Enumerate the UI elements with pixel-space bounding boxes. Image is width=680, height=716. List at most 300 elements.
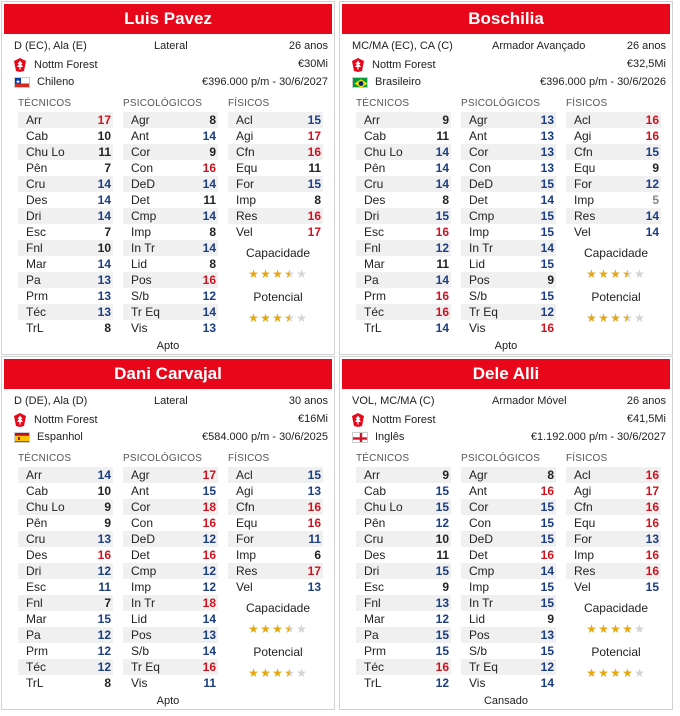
club-row <box>352 413 666 429</box>
technical-title: TÉCNICOS <box>356 98 410 109</box>
star-icon: ★ <box>622 666 633 680</box>
attribute-value: 18 <box>202 500 216 514</box>
attribute-value: 15 <box>540 500 554 514</box>
star-icon: ★ <box>296 622 307 636</box>
star-icon: ★ <box>296 267 307 281</box>
attribute-value: 11 <box>308 161 321 175</box>
attribute-value: 14 <box>202 129 216 143</box>
club[interactable] <box>14 58 98 72</box>
attribute-value: 8 <box>209 113 216 127</box>
technical-attributes <box>356 112 451 336</box>
attribute-row <box>356 224 451 240</box>
attribute-value: 15 <box>540 225 554 239</box>
attribute-name: Esc <box>26 580 47 594</box>
attribute-name: For <box>236 177 254 191</box>
attribute-row <box>461 160 556 176</box>
star-icon: ★ <box>634 311 645 325</box>
attribute-row <box>123 563 218 579</box>
attribute-name: Des <box>26 548 48 562</box>
attribute-value: 15 <box>540 644 554 658</box>
attribute-name: Imp <box>469 580 490 594</box>
star-icon: ★ <box>622 622 633 636</box>
player-name-header[interactable]: Dele Alli <box>342 359 670 389</box>
mental-attributes <box>461 112 556 336</box>
attribute-name: Pên <box>26 161 48 175</box>
attribute-name: Agr <box>131 468 150 482</box>
attribute-value: 16 <box>435 225 449 239</box>
player-card <box>339 1 673 355</box>
attribute-row <box>356 531 451 547</box>
club-row <box>14 413 328 429</box>
attribute-row <box>18 563 113 579</box>
attribute-value: 13 <box>540 129 554 143</box>
attribute-row <box>356 499 451 515</box>
attribute-value: 16 <box>645 500 659 514</box>
attribute-name: Pa <box>364 273 379 287</box>
attribute-row <box>123 499 218 515</box>
attribute-name: Esc <box>26 225 47 239</box>
attribute-row <box>18 144 113 160</box>
attribute-row <box>228 128 323 144</box>
attribute-name: Res <box>574 209 596 223</box>
player-age: 26 anos <box>626 395 666 407</box>
contract-info: €396.000 p/m - 30/6/2026 <box>540 76 666 88</box>
attribute-row <box>461 627 556 643</box>
player-positions: D (EC), Ala (E) <box>14 40 87 52</box>
attribute-value: 7 <box>104 596 111 610</box>
attribute-row <box>18 547 113 563</box>
contract-info: €1.192.000 p/m - 30/6/2027 <box>530 431 666 443</box>
attribute-name: Chu Lo <box>364 500 403 514</box>
attribute-value: 15 <box>202 484 216 498</box>
attribute-row <box>18 112 113 128</box>
attribute-name: Cor <box>469 500 489 514</box>
club-name[interactable]: Nottm Forest <box>34 414 98 426</box>
star-icon: ★ <box>634 622 645 636</box>
star-icon: ★ <box>272 622 283 636</box>
attribute-value: 16 <box>645 564 659 578</box>
attribute-row <box>228 515 323 531</box>
attribute-row <box>566 531 661 547</box>
attribute-row <box>228 176 323 192</box>
attribute-name: Res <box>236 564 258 578</box>
star-icon: ★ <box>634 267 645 281</box>
attribute-value: 15 <box>540 209 554 223</box>
star-icon: ★ <box>296 311 307 325</box>
attribute-value: 16 <box>435 289 449 303</box>
attribute-name: Pên <box>364 516 386 530</box>
attribute-name: Con <box>131 516 154 530</box>
attribute-name: Equ <box>574 161 596 175</box>
attribute-row <box>356 547 451 563</box>
attribute-row <box>356 627 451 643</box>
ability-stars <box>248 623 307 635</box>
attribute-name: Imp <box>469 225 490 239</box>
attribute-row <box>123 160 218 176</box>
attribute-name: Mar <box>364 257 385 271</box>
attribute-name: Fnl <box>364 596 381 610</box>
attribute-row <box>228 531 323 547</box>
attribute-name: Agi <box>236 484 254 498</box>
attribute-row <box>228 208 323 224</box>
technical-attributes <box>18 112 113 336</box>
attribute-name: S/b <box>131 644 150 658</box>
star-icon: ★ <box>260 267 271 281</box>
attribute-name: Des <box>364 548 386 562</box>
club-crest-icon <box>352 413 364 427</box>
potential-stars <box>586 667 645 679</box>
attribute-name: Imp <box>574 548 595 562</box>
club-name[interactable]: Nottm Forest <box>34 59 98 71</box>
club-row <box>14 58 328 74</box>
attribute-value: 15 <box>540 532 554 546</box>
attribute-row <box>18 579 113 595</box>
attribute-value: 16 <box>307 516 321 530</box>
attribute-row <box>461 192 556 208</box>
player-positions: D (DE), Ala (D) <box>14 395 88 407</box>
attribute-value: 17 <box>307 564 321 578</box>
attribute-value: 13 <box>540 161 554 175</box>
attribute-name: Pos <box>131 273 152 287</box>
attribute-name: Tr Eq <box>131 660 160 674</box>
potential-label: Potencial <box>253 645 303 659</box>
player-value: €41,5Mi <box>626 413 666 425</box>
attribute-name: Imp <box>131 580 152 594</box>
player-status: Apto <box>156 695 180 707</box>
attribute-row <box>566 192 661 208</box>
attribute-row <box>18 643 113 659</box>
attribute-row <box>356 144 451 160</box>
star-icon: ★ <box>272 311 283 325</box>
attribute-name: Cor <box>131 500 151 514</box>
attribute-name: Cor <box>469 145 489 159</box>
star-icon: ★ <box>296 666 307 680</box>
attribute-row <box>461 176 556 192</box>
attribute-name: For <box>574 177 592 191</box>
england-flag-icon <box>352 432 368 443</box>
star-icon: ★ <box>586 666 597 680</box>
attribute-row <box>356 643 451 659</box>
attribute-value: 17 <box>97 113 111 127</box>
attribute-name: Vis <box>131 321 148 335</box>
attribute-row <box>123 643 218 659</box>
potential-label: Potencial <box>253 290 303 304</box>
star-icon: ★ <box>284 311 295 325</box>
technical-title: TÉCNICOS <box>18 98 72 109</box>
star-icon: ★ <box>598 267 609 281</box>
attribute-name: Tr Eq <box>469 305 498 319</box>
attribute-row <box>461 611 556 627</box>
attribute-name: Des <box>26 193 48 207</box>
attribute-value: 13 <box>307 484 321 498</box>
attribute-row <box>18 483 113 499</box>
nationality <box>14 431 83 443</box>
nationality-row <box>352 431 666 447</box>
attribute-name: Ant <box>131 129 150 143</box>
player-status: Apto <box>156 340 180 352</box>
attribute-row <box>228 579 323 595</box>
club[interactable] <box>14 413 98 427</box>
attribute-row <box>123 208 218 224</box>
attribute-name: TrL <box>26 321 44 335</box>
attribute-name: Ant <box>131 484 150 498</box>
attribute-value: 9 <box>104 500 111 514</box>
attribute-name: DeD <box>469 532 494 546</box>
attribute-row <box>461 320 556 336</box>
attribute-row <box>356 192 451 208</box>
player-name-header[interactable]: Boschilia <box>342 4 670 34</box>
attribute-row <box>123 144 218 160</box>
attribute-value: 7 <box>104 161 111 175</box>
attribute-value: 9 <box>547 612 554 626</box>
attribute-value: 8 <box>209 225 216 239</box>
attribute-name: Vel <box>574 225 591 239</box>
attribute-row <box>356 483 451 499</box>
attribute-row <box>566 579 661 595</box>
attribute-name: TrL <box>26 676 44 690</box>
attribute-name: Ant <box>469 129 488 143</box>
attribute-row <box>228 192 323 208</box>
attribute-value: 15 <box>307 113 321 127</box>
attribute-row <box>123 595 218 611</box>
attribute-value: 16 <box>97 548 111 562</box>
attribute-row <box>356 240 451 256</box>
attribute-row <box>461 675 556 691</box>
attribute-value: 16 <box>202 516 216 530</box>
attribute-row <box>18 499 113 515</box>
attribute-value: 14 <box>540 241 554 255</box>
attribute-name: TrL <box>364 676 382 690</box>
attribute-name: Dri <box>364 564 380 578</box>
attribute-value: 10 <box>435 532 449 546</box>
attribute-value: 16 <box>202 273 216 287</box>
mental-title: PSICOLÓGICOS <box>461 98 541 109</box>
attribute-name: Arr <box>26 113 42 127</box>
attribute-row <box>18 675 113 691</box>
attribute-name: Lid <box>131 257 148 271</box>
attribute-row <box>123 675 218 691</box>
attribute-value: 16 <box>435 660 449 674</box>
attribute-value: 15 <box>645 580 659 594</box>
attribute-name: Dri <box>364 209 380 223</box>
player-name-header[interactable]: Dani Carvajal <box>4 359 332 389</box>
attribute-value: 14 <box>202 612 216 626</box>
attribute-row <box>123 659 218 675</box>
attribute-row <box>228 224 323 240</box>
attribute-row <box>566 208 661 224</box>
attribute-row <box>461 112 556 128</box>
club-name[interactable]: Nottm Forest <box>372 414 436 426</box>
attribute-value: 13 <box>540 145 554 159</box>
attribute-row <box>356 208 451 224</box>
attribute-value: 11 <box>436 129 449 143</box>
attribute-row <box>18 515 113 531</box>
attribute-row <box>123 611 218 627</box>
attribute-name: Acl <box>236 468 253 482</box>
attribute-row <box>228 160 323 176</box>
contract-info: €396.000 p/m - 30/6/2027 <box>202 76 328 88</box>
attribute-name: Cru <box>364 177 384 191</box>
physical-attributes <box>228 467 323 595</box>
attribute-name: Imp <box>236 548 257 562</box>
attribute-row <box>356 467 451 483</box>
attribute-name: Agi <box>236 129 254 143</box>
nationality-row <box>352 76 666 92</box>
attribute-row <box>18 192 113 208</box>
attribute-value: 12 <box>97 628 111 642</box>
star-icon: ★ <box>622 267 633 281</box>
club-crest-icon <box>352 58 364 72</box>
attribute-value: 11 <box>98 580 111 594</box>
attribute-value: 14 <box>202 644 216 658</box>
ability-label: Capacidade <box>583 246 649 260</box>
attribute-value: 15 <box>435 628 449 642</box>
attribute-row <box>123 128 218 144</box>
attribute-row <box>566 112 661 128</box>
spain-flag-icon <box>14 432 30 443</box>
attribute-value: 15 <box>645 145 659 159</box>
attribute-name: Lid <box>469 612 486 626</box>
attribute-value: 12 <box>435 612 449 626</box>
attribute-row <box>461 224 556 240</box>
ability-label: Capacidade <box>245 246 311 260</box>
attribute-name: Res <box>574 564 596 578</box>
club[interactable] <box>352 58 436 72</box>
attribute-value: 12 <box>540 660 554 674</box>
attribute-name: Mar <box>26 257 47 271</box>
attribute-value: 11 <box>436 257 449 271</box>
attribute-value: 16 <box>540 321 554 335</box>
star-icon: ★ <box>260 666 271 680</box>
attribute-name: Mar <box>364 612 385 626</box>
player-role: Lateral <box>154 395 188 407</box>
player-age: 30 anos <box>288 395 328 407</box>
ability-stars <box>586 623 645 635</box>
attribute-name: Det <box>469 548 488 562</box>
attribute-name: Ant <box>469 484 488 498</box>
player-info-row <box>352 395 666 411</box>
attribute-row <box>461 515 556 531</box>
attribute-value: 16 <box>202 161 216 175</box>
attribute-row <box>228 467 323 483</box>
club[interactable] <box>352 413 436 427</box>
attribute-value: 14 <box>435 161 449 175</box>
attribute-name: TrL <box>364 321 382 335</box>
attribute-value: 10 <box>97 241 111 255</box>
club-name[interactable]: Nottm Forest <box>372 59 436 71</box>
attribute-name: Vis <box>469 676 486 690</box>
attribute-name: Lid <box>131 612 148 626</box>
attribute-value: 16 <box>645 468 659 482</box>
attribute-value: 15 <box>540 596 554 610</box>
attribute-value: 14 <box>435 177 449 191</box>
attribute-row <box>461 288 556 304</box>
attribute-row <box>461 144 556 160</box>
attribute-value: 14 <box>202 305 216 319</box>
attribute-name: Cmp <box>131 564 157 578</box>
attribute-value: 13 <box>97 289 111 303</box>
attribute-value: 12 <box>97 660 111 674</box>
attribute-name: Cor <box>131 145 151 159</box>
attribute-value: 17 <box>307 225 321 239</box>
attribute-name: Pa <box>26 628 41 642</box>
attribute-row <box>566 144 661 160</box>
attribute-value: 16 <box>307 145 321 159</box>
mental-title: PSICOLÓGICOS <box>123 453 203 464</box>
attribute-name: Agr <box>131 113 150 127</box>
ability-stars <box>248 268 307 280</box>
attribute-value: 14 <box>540 676 554 690</box>
attribute-name: In Tr <box>469 596 494 610</box>
attribute-row <box>356 176 451 192</box>
attribute-value: 12 <box>97 564 111 578</box>
player-name-header[interactable]: Luis Pavez <box>4 4 332 34</box>
attribute-value: 16 <box>645 129 659 143</box>
star-icon: ★ <box>248 311 259 325</box>
attribute-name: Vel <box>236 225 253 239</box>
attribute-value: 11 <box>308 532 321 546</box>
contract-info: €584.000 p/m - 30/6/2025 <box>202 431 328 443</box>
player-status: Apto <box>494 340 518 352</box>
attribute-name: Cfn <box>236 500 255 514</box>
attribute-value: 15 <box>97 612 111 626</box>
star-icon: ★ <box>284 622 295 636</box>
attribute-name: Cab <box>26 484 49 498</box>
attribute-value: 16 <box>540 484 554 498</box>
technical-attributes <box>18 467 113 691</box>
attribute-name: Equ <box>236 161 258 175</box>
attribute-row <box>18 288 113 304</box>
attribute-row <box>566 128 661 144</box>
star-icon: ★ <box>610 267 621 281</box>
mental-attributes <box>461 467 556 691</box>
attribute-row <box>356 272 451 288</box>
attribute-name: Cmp <box>469 209 495 223</box>
attribute-row <box>356 579 451 595</box>
attribute-value: 11 <box>98 145 111 159</box>
star-icon: ★ <box>284 267 295 281</box>
star-icon: ★ <box>248 622 259 636</box>
attribute-name: In Tr <box>131 241 156 255</box>
attribute-name: Cmp <box>469 564 495 578</box>
potential-label: Potencial <box>591 645 641 659</box>
attribute-value: 14 <box>645 225 659 239</box>
attribute-name: Prm <box>26 644 48 658</box>
attribute-row <box>18 224 113 240</box>
attribute-row <box>123 627 218 643</box>
attribute-name: Esc <box>364 225 385 239</box>
star-icon: ★ <box>622 311 633 325</box>
attribute-value: 8 <box>442 193 449 207</box>
attribute-name: Fnl <box>364 241 381 255</box>
attribute-name: Téc <box>364 660 385 674</box>
attribute-row <box>123 320 218 336</box>
attribute-row <box>566 483 661 499</box>
attribute-name: Con <box>469 516 492 530</box>
attribute-value: 15 <box>435 209 449 223</box>
player-status: Cansado <box>483 695 529 707</box>
physical-title: FÍSICOS <box>228 453 270 464</box>
attribute-name: For <box>574 532 592 546</box>
attribute-row <box>356 160 451 176</box>
attribute-value: 13 <box>307 580 321 594</box>
star-icon: ★ <box>248 267 259 281</box>
attribute-name: Cab <box>364 129 387 143</box>
attribute-value: 12 <box>202 532 216 546</box>
star-icon: ★ <box>598 311 609 325</box>
attribute-row <box>461 499 556 515</box>
attribute-value: 8 <box>104 676 111 690</box>
